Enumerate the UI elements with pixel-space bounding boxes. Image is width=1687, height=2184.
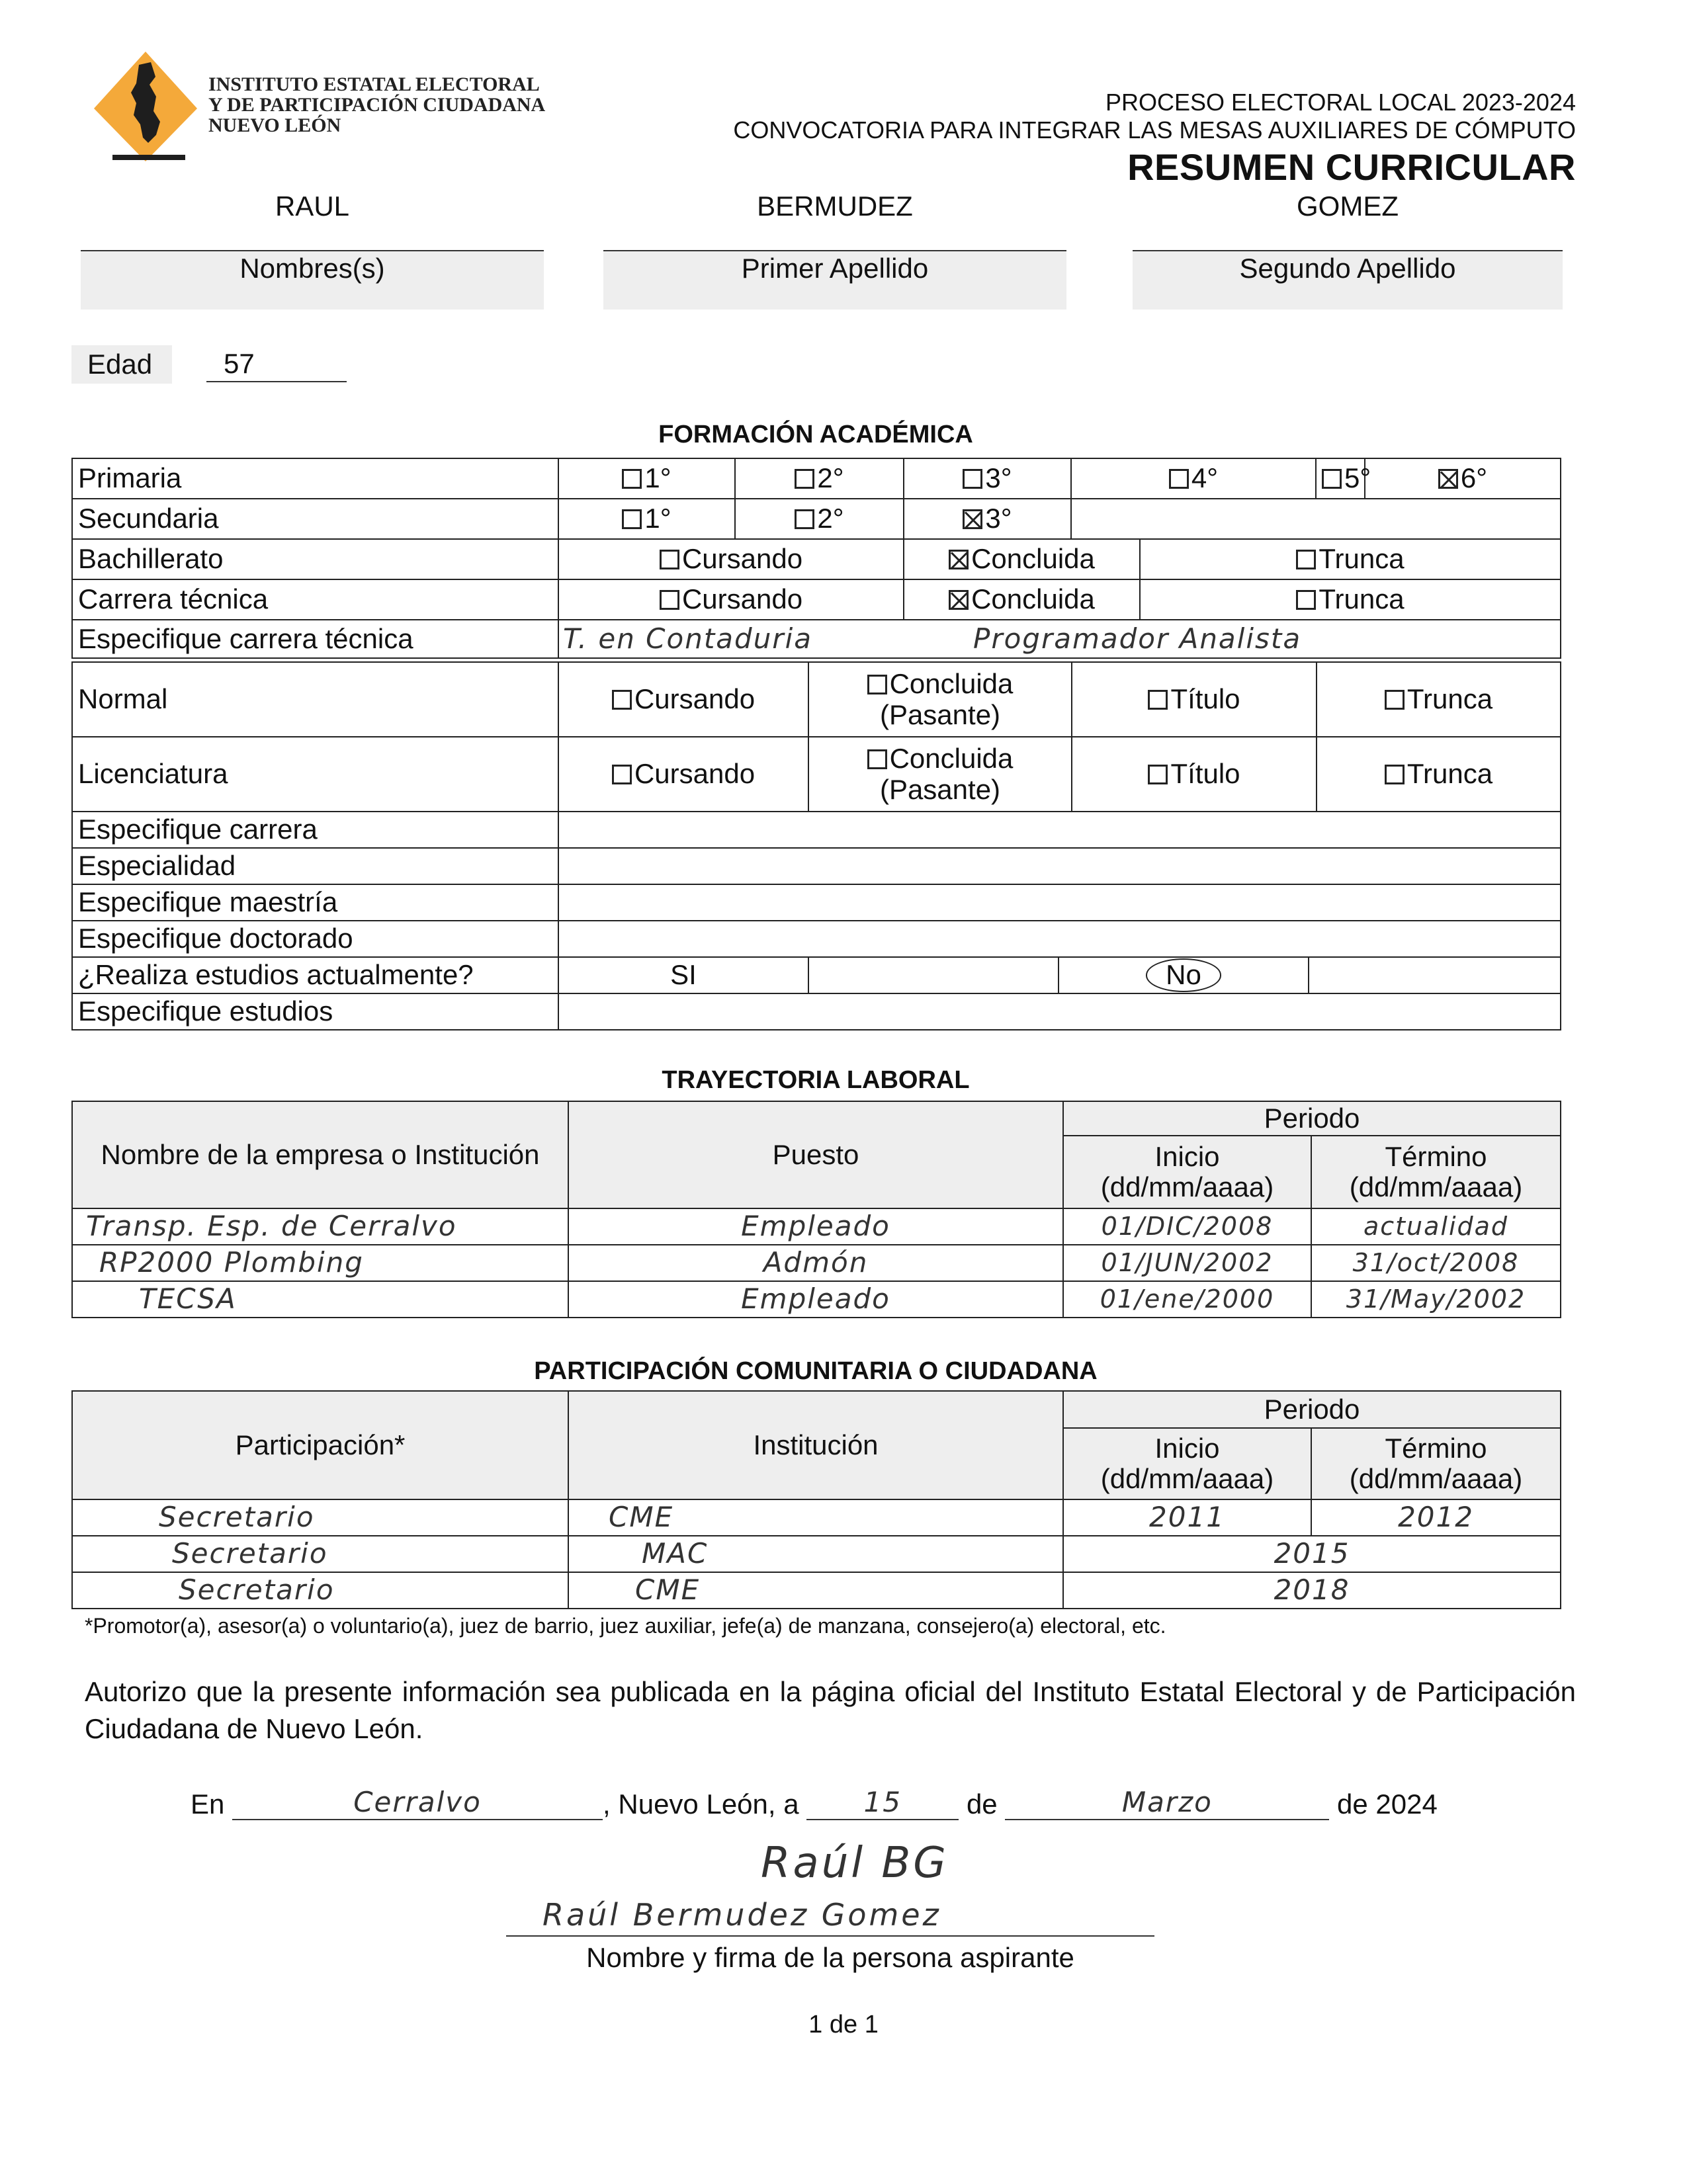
especialidad-field[interactable] xyxy=(558,848,1561,884)
puesto-cell[interactable]: Empleado xyxy=(568,1281,1063,1318)
edad-value[interactable]: 57 xyxy=(206,345,347,382)
bachillerato-cursando[interactable]: Cursando xyxy=(558,539,904,579)
normal-label: Normal xyxy=(72,662,558,737)
secundaria-empty xyxy=(1071,499,1561,539)
checkbox-icon xyxy=(612,690,632,710)
lugar-fecha-line xyxy=(191,1786,1438,1820)
participacion-cell[interactable]: Secretario xyxy=(72,1572,568,1609)
institute-logo xyxy=(93,50,198,166)
col-institucion-header: Institución xyxy=(568,1391,1063,1499)
row-especifique-doctorado xyxy=(72,921,1561,957)
participacion-title: PARTICIPACIÓN COMUNITARIA O CIUDADANA xyxy=(534,1357,1098,1385)
termino-cell[interactable]: 31/oct/2008 xyxy=(1311,1245,1561,1281)
checkbox-icon xyxy=(622,509,642,529)
institute-name-line-2: Y DE PARTICIPACIÓN CIUDADANA xyxy=(208,94,546,116)
row-normal xyxy=(72,662,1561,737)
normal-titulo[interactable]: Título xyxy=(1072,662,1317,737)
table-row xyxy=(72,1208,1561,1245)
especifique-maestria-label: Especifique maestría xyxy=(72,884,558,921)
mes-field[interactable]: Marzo xyxy=(1005,1786,1329,1820)
signature-name: Raúl Bermudez Gomez xyxy=(542,1897,941,1933)
row-especialidad xyxy=(72,848,1561,884)
formacion-title: FORMACIÓN ACADÉMICA xyxy=(658,421,973,448)
empresa-cell[interactable]: Transp. Esp. de Cerralvo xyxy=(72,1208,568,1245)
especifique-estudios-field[interactable] xyxy=(558,993,1561,1030)
table-row xyxy=(72,1245,1561,1281)
secundaria-label: Secundaria xyxy=(72,499,558,539)
primaria-label: Primaria xyxy=(72,458,558,499)
estudios-si-option[interactable]: SI xyxy=(558,957,808,993)
checkbox-icon xyxy=(963,469,982,489)
bachillerato-concluida[interactable]: Concluida xyxy=(904,539,1140,579)
secundaria-2[interactable]: 2° xyxy=(735,499,904,539)
col-termino-header: Término (dd/mm/aaaa) xyxy=(1311,1428,1561,1499)
signature-label: Nombre y firma de la persona aspirante xyxy=(586,1942,1074,1973)
row-primaria xyxy=(72,458,1561,499)
checkbox-icon xyxy=(1296,550,1316,569)
checked-checkbox-icon xyxy=(949,590,969,610)
nombres-value: RAUL xyxy=(275,190,350,222)
licenciatura-label: Licenciatura xyxy=(72,737,558,812)
ciudad-field[interactable]: Cerralvo xyxy=(232,1786,603,1820)
estudios-no-option[interactable] xyxy=(1059,957,1309,993)
carrera-tecnica-concluida[interactable]: Concluida xyxy=(904,579,1140,620)
participacion-footnote: *Promotor(a), asesor(a) o voluntario(a), juez de barrio, juez auxiliar, jefe(a) de manzana, consejero(a) electoral, etc. xyxy=(85,1614,1166,1638)
inicio-cell[interactable]: 01/JUN/2002 xyxy=(1063,1245,1311,1281)
bachillerato-label: Bachillerato xyxy=(72,539,558,579)
checkbox-icon xyxy=(1296,590,1316,610)
carrera-tecnica-cursando[interactable]: Cursando xyxy=(558,579,904,620)
col-empresa-header: Nombre de la empresa o Institución xyxy=(72,1101,568,1208)
termino-cell[interactable]: 2012 xyxy=(1311,1499,1561,1536)
segundo-apellido-label: Segundo Apellido xyxy=(1133,251,1563,310)
row-especifique-estudios xyxy=(72,993,1561,1030)
primaria-6[interactable]: 6° xyxy=(1365,458,1561,499)
institucion-cell[interactable]: CME xyxy=(568,1572,1063,1609)
estudios-no-box[interactable] xyxy=(1309,957,1561,993)
edad-label: Edad xyxy=(71,345,172,384)
checkbox-icon xyxy=(612,765,632,784)
signature-line xyxy=(506,1935,1154,1937)
trayectoria-header-row-1 xyxy=(72,1101,1561,1136)
checkbox-icon xyxy=(1148,765,1168,784)
especifique-carrera-tecnica-label: Especifique carrera técnica xyxy=(72,620,558,658)
participacion-table xyxy=(71,1390,1561,1609)
carrera-tecnica-label: Carrera técnica xyxy=(72,579,558,620)
checkbox-icon xyxy=(660,550,679,569)
periodo-cell[interactable]: 2018 xyxy=(1063,1572,1561,1609)
institucion-cell[interactable]: CME xyxy=(568,1499,1063,1536)
col-puesto-header: Puesto xyxy=(568,1101,1063,1208)
primaria-1[interactable]: 1° xyxy=(558,458,735,499)
dia-field[interactable]: 15 xyxy=(806,1786,959,1820)
carrera-tecnica-trunca[interactable]: Trunca xyxy=(1140,579,1561,620)
institute-name-line-3: NUEVO LEÓN xyxy=(208,114,341,136)
especifique-doctorado-field[interactable] xyxy=(558,921,1561,957)
page-number: 1 de 1 xyxy=(808,2011,879,2038)
segundo-apellido-value: GOMEZ xyxy=(1297,190,1399,222)
table-row xyxy=(72,1536,1561,1572)
checked-checkbox-icon xyxy=(963,509,982,529)
checkbox-icon xyxy=(1322,469,1342,489)
primaria-4[interactable]: 4° xyxy=(1071,458,1316,499)
estudios-actuales-label: ¿Realiza estudios actualmente? xyxy=(72,957,558,993)
process-title: PROCESO ELECTORAL LOCAL 2023-2024 xyxy=(1105,89,1576,116)
inicio-cell[interactable]: 01/ene/2000 xyxy=(1063,1281,1311,1318)
participacion-cell[interactable]: Secretario xyxy=(72,1536,568,1572)
table-row xyxy=(72,1499,1561,1536)
bachillerato-trunca[interactable]: Trunca xyxy=(1140,539,1561,579)
puesto-cell[interactable]: Admón xyxy=(568,1245,1063,1281)
table-row xyxy=(72,1572,1561,1609)
empresa-cell[interactable]: TECSA xyxy=(72,1281,568,1318)
checkbox-icon xyxy=(1169,469,1189,489)
periodo-cell[interactable]: 2015 xyxy=(1063,1536,1561,1572)
institute-name-line-1: INSTITUTO ESTATAL ELECTORAL xyxy=(208,73,540,95)
primer-apellido-label: Primer Apellido xyxy=(603,251,1066,310)
estudios-si-box[interactable] xyxy=(808,957,1059,993)
especifique-estudios-label: Especifique estudios xyxy=(72,993,558,1030)
table-row xyxy=(72,1281,1561,1318)
row-secundaria xyxy=(72,499,1561,539)
checkbox-icon xyxy=(1385,690,1405,710)
primer-apellido-value: BERMUDEZ xyxy=(757,190,913,222)
licenciatura-trunca[interactable]: Trunca xyxy=(1317,737,1561,812)
row-estudios-actuales xyxy=(72,957,1561,993)
row-licenciatura xyxy=(72,737,1561,812)
especifique-table xyxy=(71,811,1561,1030)
nombres-label: Nombres(s) xyxy=(81,251,544,310)
row-especifique-carrera-tecnica xyxy=(72,620,1561,658)
especialidad-label: Especialidad xyxy=(72,848,558,884)
col-termino-header: Término (dd/mm/aaaa) xyxy=(1311,1136,1561,1208)
formacion-table xyxy=(71,458,1561,659)
institute-name xyxy=(208,74,545,136)
checkbox-icon xyxy=(867,675,887,694)
especifique-carrera-tecnica-field[interactable] xyxy=(558,620,1561,658)
page-title: RESUMEN CURRICULAR xyxy=(1127,146,1576,188)
participacion-header-row-1 xyxy=(72,1391,1561,1428)
estado-label: , Nuevo León, a xyxy=(603,1788,799,1820)
licenciatura-titulo[interactable]: Título xyxy=(1072,737,1317,812)
checkbox-icon xyxy=(795,469,814,489)
col-inicio-header: Inicio (dd/mm/aaaa) xyxy=(1063,1136,1311,1208)
col-periodo-header: Periodo xyxy=(1063,1101,1561,1136)
normal-concluida[interactable]: Concluida (Pasante) xyxy=(808,662,1072,737)
especifique-doctorado-label: Especifique doctorado xyxy=(72,921,558,957)
col-participacion-header: Participación* xyxy=(72,1391,568,1499)
inicio-cell[interactable]: 2011 xyxy=(1063,1499,1311,1536)
primaria-3[interactable]: 3° xyxy=(904,458,1071,499)
empresa-cell[interactable]: RP2000 Plombing xyxy=(72,1245,568,1281)
row-bachillerato xyxy=(72,539,1561,579)
anio-label: de 2024 xyxy=(1337,1788,1438,1820)
signature-rubrica: Raúl BG xyxy=(761,1839,949,1888)
puesto-cell[interactable]: Empleado xyxy=(568,1208,1063,1245)
checkbox-icon xyxy=(1148,690,1168,710)
trayectoria-title: TRAYECTORIA LABORAL xyxy=(662,1066,970,1094)
checkbox-icon xyxy=(867,749,887,769)
checkbox-icon xyxy=(795,509,814,529)
termino-cell[interactable]: actualidad xyxy=(1311,1208,1561,1245)
carrera-tecnica-value-2: Programador Analista xyxy=(973,622,1302,655)
secundaria-3[interactable]: 3° xyxy=(904,499,1071,539)
autorizacion-text: Autorizo que la presente información sea publicada en la página oficial del Instituto Estatal Electoral y de Participación Ciudadana de Nuevo León. xyxy=(85,1676,1576,1744)
normal-trunca[interactable]: Trunca xyxy=(1317,662,1561,737)
licenciatura-concluida[interactable]: Concluida (Pasante) xyxy=(808,737,1072,812)
normal-licenciatura-table xyxy=(71,661,1561,812)
row-carrera-tecnica xyxy=(72,579,1561,620)
checkbox-icon xyxy=(622,469,642,489)
col-periodo-header: Periodo xyxy=(1063,1391,1561,1428)
convocatoria-title: CONVOCATORIA PARA INTEGRAR LAS MESAS AUXILIARES DE CÓMPUTO xyxy=(733,116,1576,144)
trayectoria-table xyxy=(71,1101,1561,1318)
especifique-carrera-field[interactable] xyxy=(558,812,1561,848)
termino-cell[interactable]: 31/May/2002 xyxy=(1311,1281,1561,1318)
checked-checkbox-icon xyxy=(1438,469,1458,489)
col-inicio-header: Inicio (dd/mm/aaaa) xyxy=(1063,1428,1311,1499)
de-label: de xyxy=(966,1788,998,1820)
checked-checkbox-icon xyxy=(949,550,969,569)
primaria-5[interactable]: 5° xyxy=(1316,458,1365,499)
normal-cursando[interactable]: Cursando xyxy=(558,662,808,737)
en-label: En xyxy=(191,1788,225,1820)
carrera-tecnica-value-1: T. en Contaduria xyxy=(563,622,812,655)
licenciatura-cursando[interactable]: Cursando xyxy=(558,737,808,812)
checkbox-icon xyxy=(660,590,679,610)
primaria-2[interactable]: 2° xyxy=(735,458,904,499)
inicio-cell[interactable]: 01/DIC/2008 xyxy=(1063,1208,1311,1245)
row-especifique-maestria xyxy=(72,884,1561,921)
secundaria-1[interactable]: 1° xyxy=(558,499,735,539)
selected-circle: No xyxy=(1146,958,1221,991)
participacion-cell[interactable]: Secretario xyxy=(72,1499,568,1536)
checkbox-icon xyxy=(1385,765,1405,784)
especifique-maestria-field[interactable] xyxy=(558,884,1561,921)
row-especifique-carrera xyxy=(72,812,1561,848)
especifique-carrera-label: Especifique carrera xyxy=(72,812,558,848)
institucion-cell[interactable]: MAC xyxy=(568,1536,1063,1572)
